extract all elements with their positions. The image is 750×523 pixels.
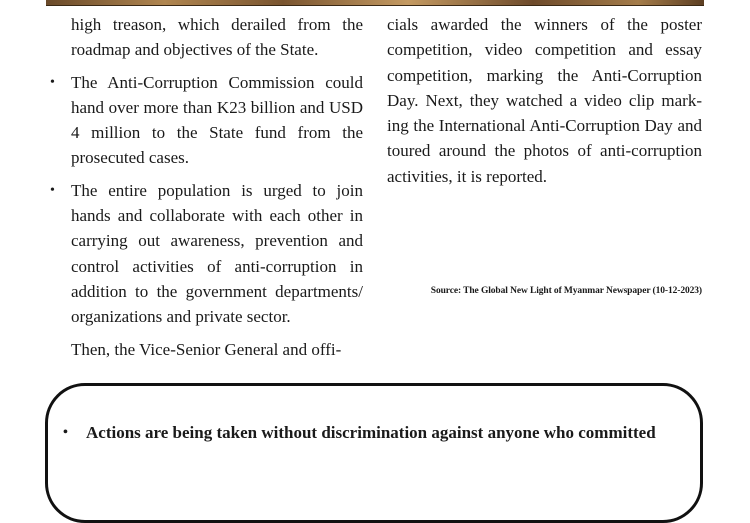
bullet-text: The entire population is urged to join hands and collaborate with each other in carrying out awareness, prevention and control activities of anti-corruption in addition to the government departments/ organizations and private sector. (71, 180, 363, 327)
bullet-item-population (50, 178, 363, 330)
continued-paragraph: high treason, which derailed from the roadmap and objectives of the State. (71, 15, 363, 60)
bullet-icon: • (50, 74, 55, 90)
right-column (387, 12, 702, 189)
right-paragraph: cials awarded the winners of the poster competition, video competition and essay competition, marking the Anti-Corruption Day. Next, they watched a video clip mark-ing the International Anti-Corruption Day and toured around the photos of anti-corruption activities, it is reported. (387, 15, 702, 186)
bullet-icon: • (50, 182, 55, 198)
bullet-item-fund (50, 70, 363, 171)
highlight-box (45, 383, 703, 523)
closing-paragraph: Then, the Vice-Senior General and offi- (71, 339, 342, 359)
source-citation: Source: The Global New Light of Myanmar Newspaper (10-12-2023) (430, 286, 702, 296)
left-column (50, 12, 363, 362)
highlight-bullet-text: Actions are being taken without discrimination against anyone who committed (86, 423, 656, 442)
bullet-text: The Anti-Corruption Commission could hand over more than K23 billion and USD 4 million to the State fund from the prosecuted cases. (71, 72, 363, 168)
top-banner-image (46, 0, 704, 6)
highlight-bullet (63, 420, 688, 445)
bullet-icon: • (63, 425, 68, 440)
